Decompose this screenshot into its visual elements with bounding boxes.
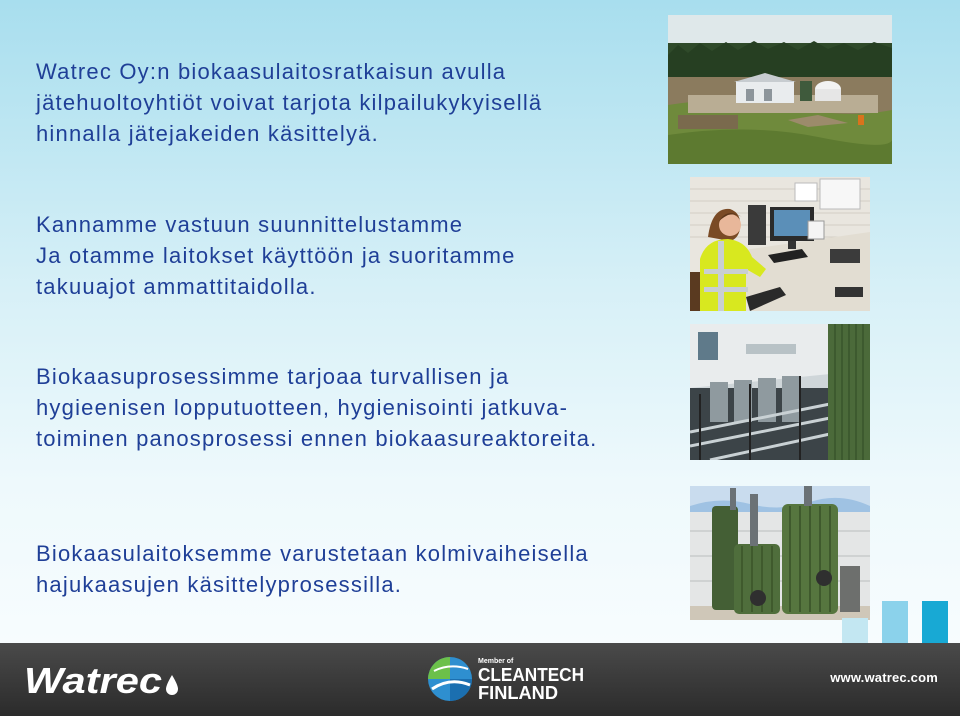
paragraph-2-line-2: Ja otamme laitokset käyttöön ja suoritamme <box>36 243 516 268</box>
paragraph-2 <box>36 209 516 302</box>
footer-bar <box>0 643 960 716</box>
paragraph-3-line-1: Biokaasuprosessimme tarjoaa turvallisen ja <box>36 364 510 389</box>
paragraph-3-line-2: hygieenisen lopputuotteen, hygienisointi jatkuva- <box>36 395 569 420</box>
decorative-block-medium <box>882 601 908 643</box>
paragraph-4 <box>36 538 589 600</box>
paragraph-1-line-3: hinnalla jätejakeiden käsittelyä. <box>36 121 379 146</box>
paragraph-4-line-2: hajukaasujen käsittelyprosessilla. <box>36 572 403 597</box>
biogas-tanks-photo <box>690 486 870 620</box>
droplet-icon <box>166 675 178 695</box>
paragraph-3-line-3: toiminen panosprosessi ennen biokaasureaktoreita. <box>36 426 598 451</box>
paragraph-3 <box>36 361 597 454</box>
watrec-logo <box>22 655 182 705</box>
plant-aerial-photo <box>668 15 892 164</box>
cleantech-finland-logo <box>424 649 594 709</box>
website-link[interactable]: www.watrec.com <box>830 670 938 685</box>
decorative-block-light <box>842 618 868 643</box>
paragraph-4-line-1: Biokaasulaitoksemme varustetaan kolmivaiheisella <box>36 541 589 566</box>
paragraph-1 <box>36 56 542 149</box>
process-equipment-photo <box>690 324 870 460</box>
watrec-logo-text: Watrec <box>24 660 162 701</box>
cleantech-member-text: Member of <box>478 658 514 665</box>
paragraph-2-line-1: Kannamme vastuun suunnittelustamme <box>36 212 464 237</box>
decorative-block-dark <box>922 601 948 643</box>
paragraph-2-line-3: takuuajot ammattitaidolla. <box>36 274 317 299</box>
cleantech-globe-icon <box>428 657 472 701</box>
paragraph-1-line-2: jätehuoltoyhtiöt voivat tarjota kilpailukykyisellä <box>36 90 543 115</box>
worker-at-computer-photo <box>690 177 870 311</box>
cleantech-line-1: CLEANTECH <box>478 665 584 685</box>
cleantech-line-2: FINLAND <box>478 683 558 703</box>
paragraph-1-line-1: Watrec Oy:n biokaasulaitosratkaisun avulla <box>36 59 507 84</box>
